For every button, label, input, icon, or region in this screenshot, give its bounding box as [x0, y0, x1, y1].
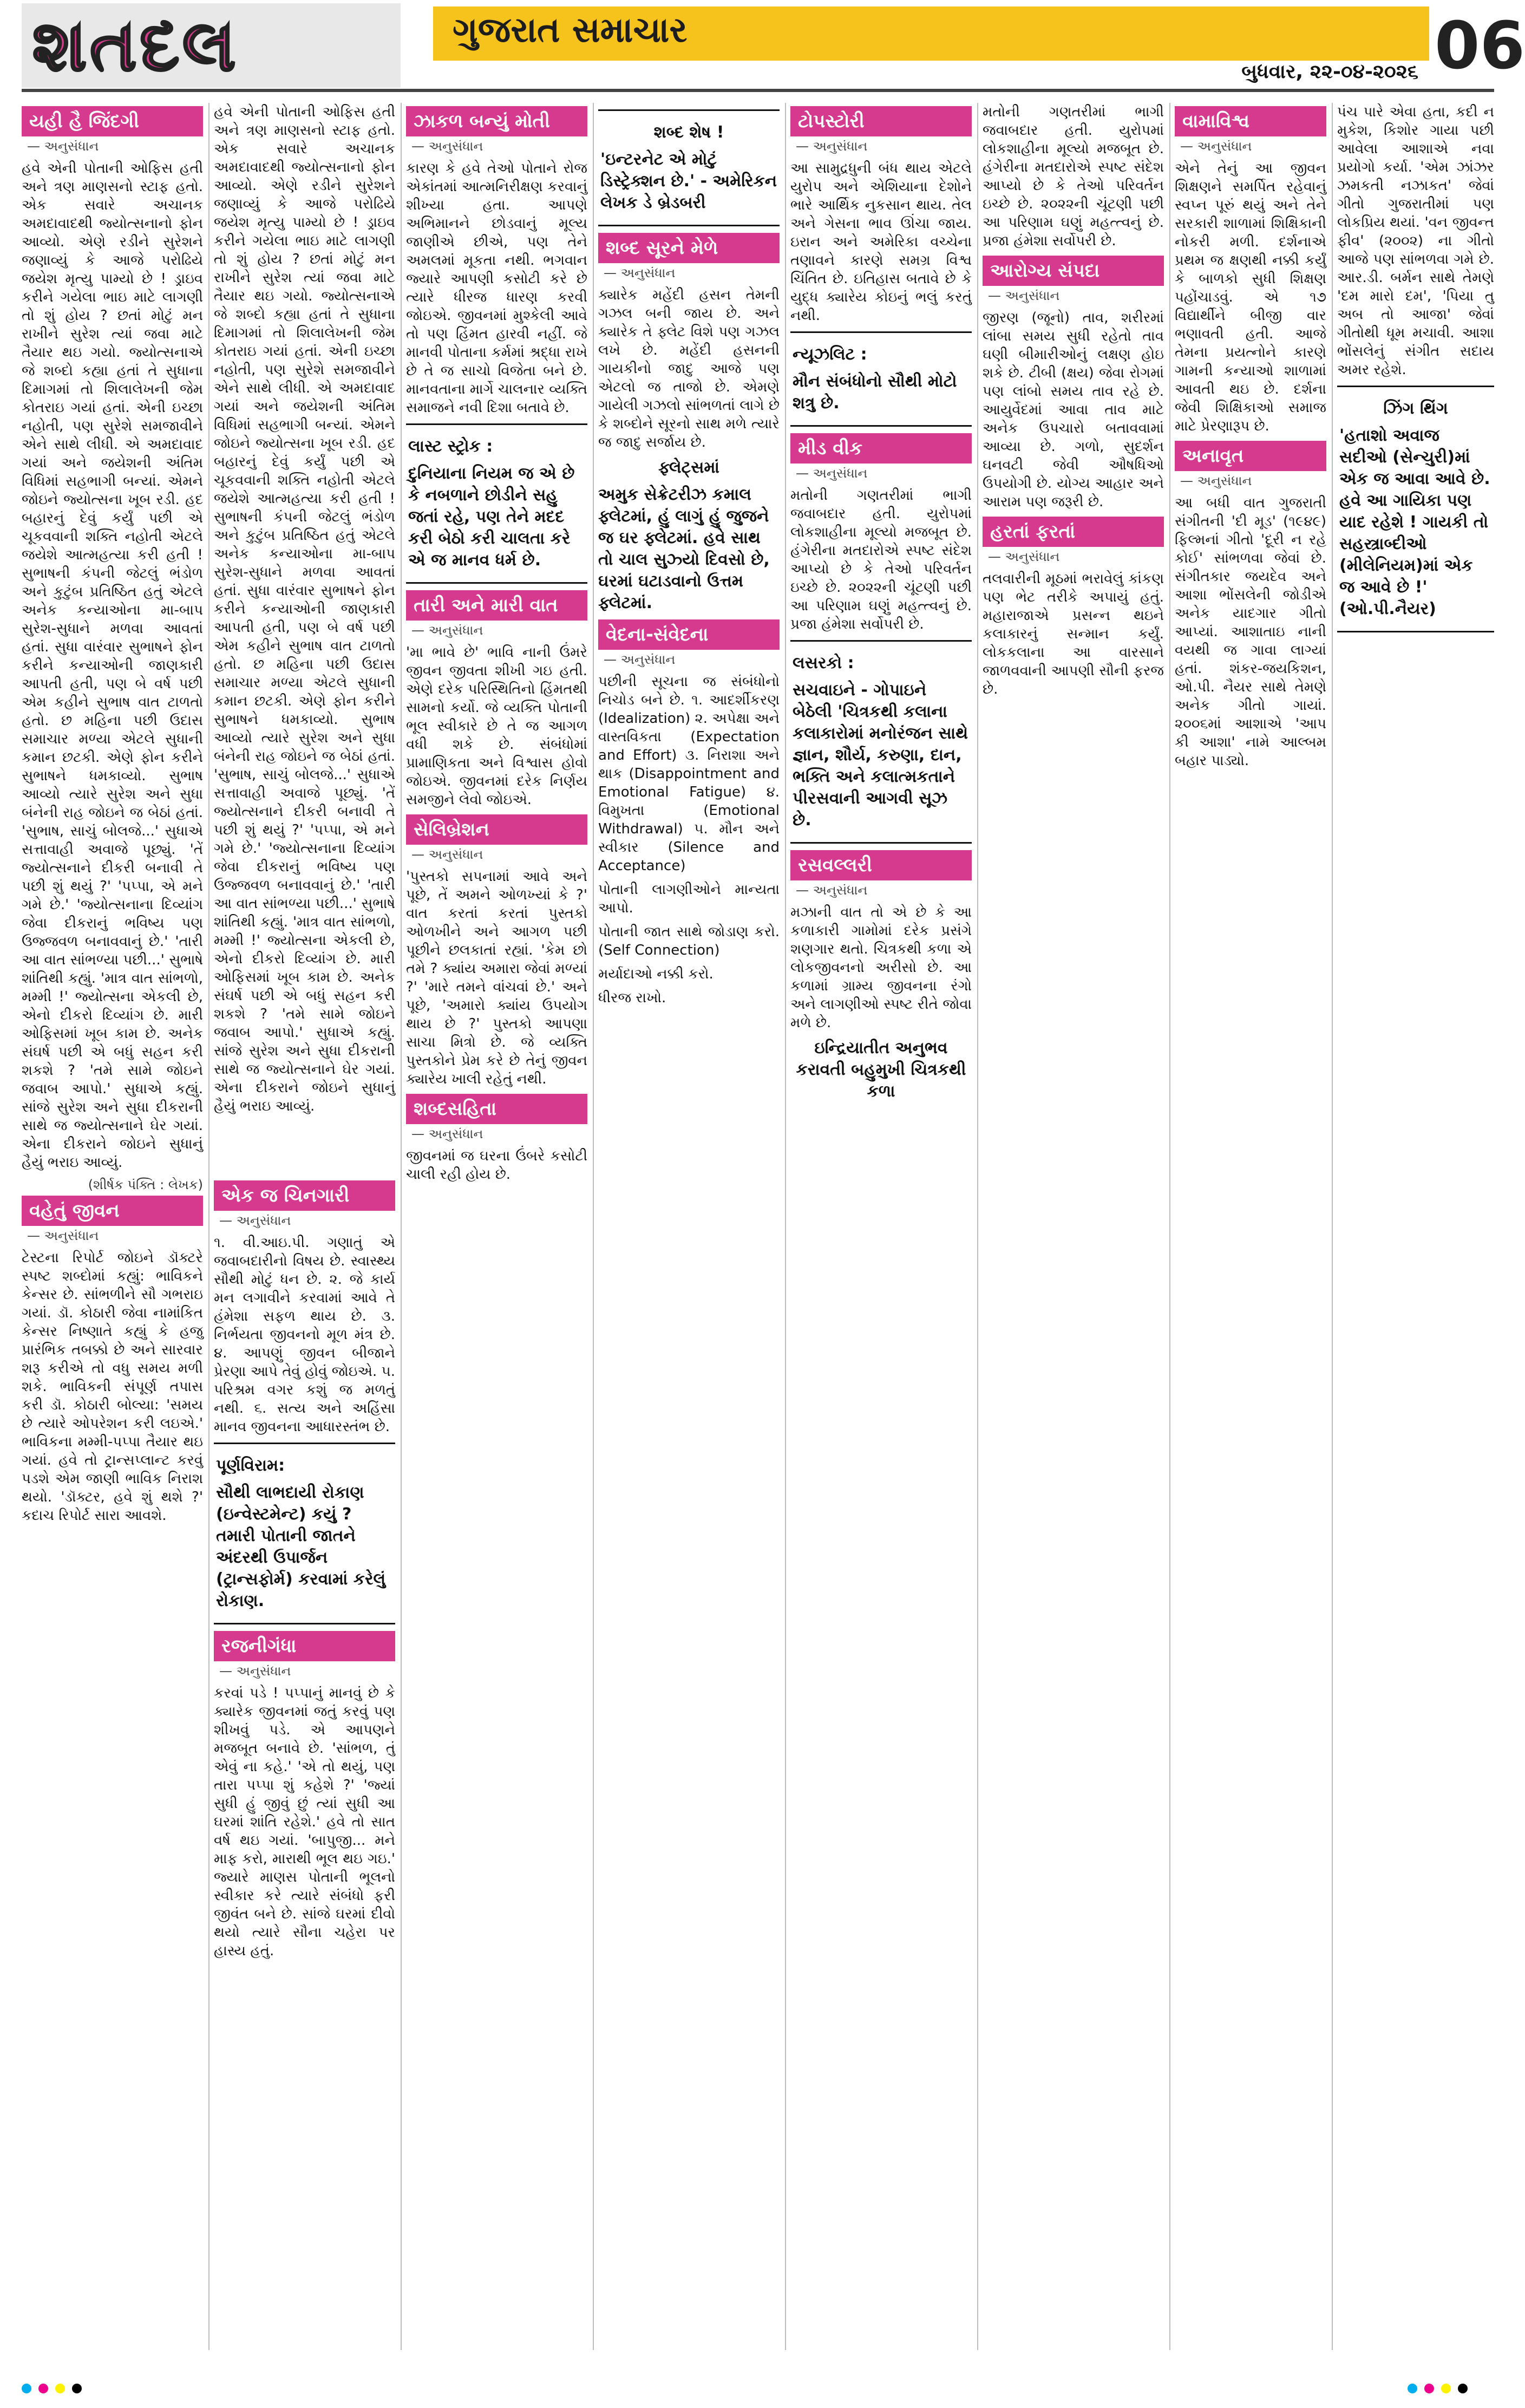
newspaper-name: ગુજરાત સમાચાર [453, 10, 688, 50]
article-body-last-col: પંચ પારે એવા હતા, કદી ન મુકેશ, કિશોર ગાયા પછી આવેલા આશાએ નવા પ્રયોગો કર્યા. 'એમ ઝાંઝર ઝમકતી નઝાકત' જેવાં ગીતો ગુજરાતીમાં પણ લોકપ્રિય થયાં. 'વન જીવન્ત ફીવ' (૨૦૦૨) ના ગીતો આજે પણ સાંભળવા ગમે છે. આર.ડી. બર્મન સાથે તેમણે 'દમ મારો દમ', 'પિયા તુ અબ તો આજા' જેવાં ગીતોથી ધૂમ મચાવી. આશા ભોંસલેનું સંગીત સદાય અમર રહેશે. [1337, 104, 1494, 378]
poem-text: અમુક સેક્રેટરીઝ કમાલ ફ્લેટમાં, હું લાગું હું જુજને જ ઘર ફ્લેટમાં. હવે સાથ તો ચાલ સુઝ્યો દિવસો છે, ઘરમાં ઘટાડવાનો ઉત્તમ ફ્લેટમાં. [598, 485, 770, 612]
article-title-ek-j-chingari: એક જ ચિનગારી [214, 1180, 395, 1211]
article-kicker: — અનુસંધાન [219, 1663, 395, 1679]
article-kicker: — અનુસંધાન [411, 847, 587, 862]
quote-title: લાસ્ટ સ્ટ્રોક : [408, 437, 493, 456]
quote-text: 'ઇન્ટરનેટ એ મોટું ડિસ્ટ્રેક્શન છે.' - અમેરિકન લેખક ડે બ્રેડબરી [600, 150, 777, 212]
article-body-topstory: આ સામુદ્રધુની બંધ થાય એટલે યુરોપ અને એશિયાના દેશોને ભારે આર્થિક નુકસાન થાય. તેલ અને ગેસના ભાવ ઊંચા જાય. ઇરાન અને અમેરિકા વચ્ચેના તણાવને કારણે સમગ્ર વિશ્વ ચિંતિત છે. ઇતિહાસ બતાવે છે કે યુદ્ધ ક્યારેય કોઇનું ભલું કરતું નથી. [790, 160, 972, 324]
article-body-zakal-motti: કારણ કે હવે તેઓ પોતાને રોજ એકાંતમાં આત્મનિરીક્ષણ કરવાનું શીખ્યા હતા. આપણે અભિમાનને છોડવાનું મૂલ્ય જાણીએ છીએ, પણ તેને અમલમાં મૂકતા નથી. ભગવાન જ્યારે આપણી કસોટી કરે છે ત્યારે ધીરજ ધારણ કરવી જોઇએ. જીવનમાં મુશ્કેલી આવે તો પણ હિંમત હારવી નહીં. જે માનવી પોતાના કર્મમાં શ્રદ્ધા રાખે છે તે જ સાચો વિજેતા બને છે. માનવતાના માર્ગે ચાલનાર વ્યક્તિ સમાજને નવી દિશા બતાવે છે. [406, 160, 587, 416]
article-body-vedana: પછીની સૂચના જ સંબંધોનો નિચોડ બને છે. ૧. આદર્શીકરણ (Idealization) ૨. અપેક્ષા અને વાસ્તવિકતા (Expectation and Effort) ૩. નિરાશા અને થાક (Disappointment and Emotional Fatigue) ૪. વિમુખતા (Emotional Withdrawal) ૫. મૌન અને સ્વીકાર (Silence and Acceptance) [598, 674, 780, 874]
article-body-vamavishva: એને તેનું આ જીવન શિક્ષણને સમર્પિત રહેવાનું સ્વપ્ન પૂરું થયું અને તેને સરકારી શાળામાં શિક્ષિકાની નોકરી મળી. દર્શનાએ પ્રથમ જ ક્ષણથી નક્કી કર્યું કે બાળકો સુધી શિક્ષણ પહોંચાડવું. એ ૧૭ વિદ્યાર્થીને બીજી વાર ભણાવતી હતી. આજે તેમના પ્રયત્નોને કારણે ગામની કન્યાઓ શાળામાં આવતી થઇ છે. દર્શના જેવી શિક્ષિકાઓ સમાજ માટે પ્રેરણારૂપ છે. [1175, 160, 1326, 434]
column-divider [1169, 103, 1170, 2350]
article-title-rasvallari: રસવલ્લરી [790, 850, 972, 880]
article-title-vahetu-jivan: વહેતું જીવન [22, 1196, 203, 1226]
quote-title: પૂર્ણવિરામ: [216, 1456, 285, 1475]
black-dot [1458, 2384, 1468, 2393]
section-logo [22, 3, 401, 88]
magenta-dot [38, 2384, 48, 2393]
black-dot [72, 2384, 82, 2393]
article-kicker: — અનુસંધાન [796, 883, 972, 898]
article-body-anavrut: આ બધી વાત ગુજરાતી સંગીતની 'દી મૂડ' (૧૯૪૯) ફિલ્મનાં ગીતો 'દૂરી ન રહે કોઈ' સાંભળવા જેવાં છે. સંગીતકાર જયદેવ અને આશા ભોંસલેની જોડીએ અનેક યાદગાર ગીતો આપ્યાં. આશાતાઇ નાની વયથી જ ગાવા લાગ્યાં હતાં. શંકર-જયકિશન, ઓ.પી. નૈયર સાથે તેમણે અનેક ગીતો ગાયાં. ૨૦૦૬માં આશાએ 'આપ કી આશા' નામે આલ્બમ બહાર પાડ્યો. [1175, 495, 1326, 769]
article-title-mid-week: મીડ વીક [790, 433, 972, 464]
list-item: પોતાની જાત સાથે જોડાણ કરો. (Self Connection) [598, 924, 780, 958]
article-body-harta-farta: તલવારીની મૂઠમાં ભરાવેલું કાંકણ પણ ભેટ તરીકે અપાયું હતું. મહારાજાએ પ્રસન્ન થઇને કલાકારનું સન્માન કર્યું. લોકકલાના આ વારસાને જાળવવાની આપણી સૌની ફરજ છે. [983, 571, 1164, 697]
column-divider [593, 103, 594, 2350]
registration-marks [22, 2384, 86, 2394]
quote-box-shabd-shesh [598, 109, 780, 226]
article-kicker: — અનુસંધાન [1180, 473, 1326, 488]
column-divider [401, 103, 402, 2350]
list-item: પોતાની લાગણીઓને માન્યતા આપો. [598, 882, 780, 916]
article-kicker: — અનુસંધાન [796, 466, 972, 481]
column-divider [977, 103, 978, 2350]
article-body-mid-week: મતોની ગણતરીમાં ભાગી જવાબદાર હતી. યુરોપમાં લોકશાહીના મૂલ્યો મજબૂત છે. હંગેરીના મતદારોએ સ્પષ્ટ સંદેશ આપ્યો છે કે તેઓ પરિવર્તન ઇચ્છે છે. ૨૦૨૨ની ચૂંટણી પછી આ પરિણામ ઘણું મહત્ત્વનું છે. પ્રજા હંમેશા સર્વોપરી છે. [790, 487, 972, 632]
article-body-yahi-hai-zindagi-cont: હવે એની પોતાની ઓફિસ હતી અને ત્રણ માણસનો સ્ટાફ હતો. એક સવારે અચાનક અમદાવાદથી જ્યોત્સનાનો ફોન આવ્યો. એણે રડીને સુરેશને જણાવ્યું કે આજે પરોઢિયે જયેશ મૃત્યુ પામ્યો છે ! ડ્રાઇવ કરીને ગયેલા ભાઇ માટે લાગણી તો શું હોય ? છતાં મોટું મન રાખીને સુરેશ ત્યાં જવા માટે તૈયાર થઇ ગયો. જ્યોત્સનાએ જે શબ્દો કહ્યા હતાં તે સુધાના દિમાગમાં તો શિલાલેખની જેમ કોતરાઇ ગયાં હતાં. એની ઇચ્છા નહોતી, પણ સુરેશે સમજાવીને એને સાથે લીધી. એ અમદાવાદ ગયાં અને જયેશની અંતિમ વિધિમાં સહભાગી બન્યાં. એમને જોઇને જ્યોત્સના ખૂબ રડી. હદ બહારનું દેવું કર્યું પછી એ ચૂકવવાની શક્તિ નહોતી એટલે જયેશે આત્મહત્યા કરી હતી ! સુભાષની કંપની જેટલું ભંડોળ અને કુટુંબ પ્રતિષ્ઠિત હતું એટલે અનેક કન્યાઓના મા-બાપ સુરેશ-સુધાને મળવા આવતાં હતાં. સુધા વારંવાર સુભાષને ફોન કરીને કન્યાઓની જાણકારી આપતી હતી, પણ બે વર્ષ પછી એમ કહીને સુભાષ વાત ટાળતો હતો. છ મહિના પછી ઉદાસ સમાચાર મળ્યા એટલે સુધાની કમાન છટકી. એણે ફોન કરીને સુભાષને ધમકાવ્યો. સુભાષ આવ્યો ત્યારે સુરેશ અને સુધા બંનેની રાહ જોઇને જ બેઠાં હતાં. 'સુભાષ, સાચું બોલજે...' સુધાએ સત્તાવાહી અવાજે પૂછ્યું. 'તેં જ્યોત્સનાને દીકરી બનાવી તે પછી શું થયું ?' 'પપ્પા, એ મને ગમે છે.' 'જ્યોત્સનાના દિવ્યાંગ જેવા દીકરાનું ભવિષ્ય પણ ઉજ્જવળ બનાવવાનું છે.' 'તારી આ વાત સાંભળ્યા પછી...' સુભાષે શાંતિથી કહ્યું. 'માત્ર વાત સાંભળો, મમ્મી !' જ્યોત્સના એકલી છે, એનો દીકરો દિવ્યાંગ છે. મારી ઓફિસમાં ખૂબ કામ છે. અનેક સંઘર્ષ પછી એ બધું સહન કરી શકશે ? 'તમે સામે જોઇને જવાબ આપો.' સુધાએ કહ્યું. સાંજે સુરેશ અને સુધા દીકરાની સાથે જ જ્યોત્સનાને ઘેર ગયાં. એના દીકરાને જોઇને સુધાનું હૈયું ભરાઇ આવ્યું. [214, 104, 395, 1114]
section-logo-text: શતદલ [32, 4, 239, 87]
article-kicker: — અનુસંધાન [604, 652, 780, 667]
article-kicker: — અનુસંધાન [796, 139, 972, 154]
footer [0, 2377, 1516, 2399]
article-body-arogya: જીરણ (જૂનો) તાવ, શરીરમાં લાંબા સમય સુધી રહેતો તાવ ઘણી બીમારીઓનું લક્ષણ હોઇ શકે છે. ટીબી (ક્ષય) જેવા રોગમાં પણ લાંબો સમય તાવ રહે છે. આયુર્વેદમાં આવા તાવ માટે અનેક ઉપચારો બતાવવામાં આવ્યા છે. ગળો, સુદર્શન ઘનવટી જેવી ઔષધિઓ ઉપયોગી છે. યોગ્ય આહાર અને આરામ પણ જરૂરી છે. [983, 310, 1164, 510]
article-kicker: — અનુસંધાન [1180, 139, 1326, 154]
article-body-selibration: 'પુસ્તકો સપનામાં આવે અને પૂછે, તેં અમને ઓળખ્યાં કે ?' વાત કરતાં કરતાં પુસ્તકો ઓળખીને અને આગળ પછી પૂછીને છલકાતાં રહ્યાં. 'કેમ છો તમે ? ક્યાંય અમારા જેવાં મળ્યાં ?' 'મારે તમને વાંચવાં છે.' અને પૂછે, 'અમારો ક્યાંય ઉપયોગ થાય છે ?' પુસ્તકો આપણા સાચા મિત્રો છે. જે વ્યક્તિ પુસ્તકોને પ્રેમ કરે છે તેનું જીવન ક્યારેય ખાલી રહેતું નથી. [406, 869, 587, 1087]
article-body-ek-j-chingari: ૧. વી.આઇ.પી. ગણાતું એ જવાબદારીનો વિષય છે. સ્વાસ્થ્ય સૌથી મોટું ધન છે. ૨. જે કાર્ય મન લગાવીને કરવામાં આવે તે હંમેશા સફળ થાય છે. ૩. નિર્ભયતા જીવનનો મૂળ મંત્ર છે. ૪. આપણું જીવન બીજાને પ્રેરણા આપે તેવું હોવું જોઇએ. ૫. પરિશ્રમ વગર કશું જ મળતું નથી. ૬. સત્ય અને અહિંસા માનવ જીવનના આધારસ્તંભ છે. [214, 1235, 395, 1435]
article-kicker: — અનુસંધાન [988, 288, 1164, 303]
article-title-yahi-hai-zindagi: યહી હૈ જિંદગી [22, 106, 203, 136]
quote-text: મૌન સંબંધોનો સૌથી મોટો શત્રુ છે. [793, 372, 957, 413]
list-item: ધીરજ રાખો. [598, 990, 666, 1006]
page-number: 06 [1435, 9, 1525, 84]
newspaper-banner [433, 6, 1429, 61]
quote-box-zing-thing [1337, 386, 1494, 632]
column-7 [1175, 103, 1326, 2350]
article-body-shabd-suraj: ક્યારેક મહેંદી હસન તેમની ગઝલ બની જાય છે. અને ક્યારેક તે ફ્લેટ વિશે પણ ગઝલ લખે છે. મહેંદી હસનની ગાયકીનો જાદુ આજે પણ એટલો જ તાજો છે. એમણે ગાયેલી ગઝલો સાંભળતાં લાગે છે કે શબ્દોને સૂરનો સાથ મળે ત્યારે જ જાદુ સર્જાય છે. [598, 287, 780, 451]
article-body-rajnigandha: કરવાં પડે ! પપ્પાનું માનવું છે કે ક્યારેક જીવનમાં જતું કરવું પણ શીખવું પડે. એ આપણને મજબૂત બનાવે છે. 'સાંભળ, તું એવું ના કહે.' 'એ તો થયું, પણ તારા પપ્પા શું કહેશે ?' 'જ્યાં સુધી હું જીવું છું ત્યાં સુધી આ ઘરમાં શાંતિ રહેશે.' હવે તો સાત વર્ષ થઇ ગયાં. 'બાપુજી... મને માફ કરો, મારાથી ભૂલ થઇ ગઇ.' જ્યારે માણસ પોતાની ભૂલનો સ્વીકાર કરે ત્યારે સંબંધો ફરી જીવંત બને છે. સાંજે ઘરમાં દીવો થયો ત્યારે સૌના ચહેરા પર હાસ્ય હતું. [214, 1685, 395, 1959]
quote-box-nyuzlit [790, 331, 972, 427]
column-8 [1337, 103, 1494, 2350]
cyan-dot [1408, 2384, 1417, 2393]
yellow-dot [55, 2384, 65, 2393]
column-4 [598, 103, 780, 2350]
article-title-harta-farta: હરતાં ફરતાં [983, 517, 1164, 547]
cyan-dot [22, 2384, 31, 2393]
quote-text: સૌથી લાભદાયી રોકાણ (ઇન્વેસ્ટમેન્ટ) કયું ? તમારી પોતાની જાતને અંદરથી ઉપાર્જન (ટ્રાન્સફોર્મ) કરવામાં કરેલું રોકાણ. [216, 1483, 386, 1610]
article-kicker: — અનુસંધાન [604, 265, 780, 280]
article-title-vedana: વેદના-સંવેદના [598, 619, 780, 650]
article-body-yahi-hai-zindagi: હવે એની પોતાની ઓફિસ હતી અને ત્રણ માણસનો સ્ટાફ હતો. એક સવારે અચાનક અમદાવાદથી જ્યોત્સનાનો ફોન આવ્યો. એણે રડીને સુરેશને જણાવ્યું કે આજે પરોઢિયે જયેશ મૃત્યુ પામ્યો છે ! ડ્રાઇવ કરીને ગયેલા ભાઇ માટે લાગણી તો શું હોય ? છતાં મોટું મન રાખીને સુરેશ ત્યાં જવા માટે તૈયાર થઇ ગયો. જ્યોત્સનાએ જે શબ્દો કહ્યા હતાં તે સુધાના દિમાગમાં તો શિલાલેખની જેમ કોતરાઇ ગયાં હતાં. એની ઇચ્છા નહોતી, પણ સુરેશે સમજાવીને એને સાથે લીધી. એ અમદાવાદ ગયાં અને જયેશની અંતિમ વિધિમાં સહભાગી બન્યાં. એમને જોઇને જ્યોત્સના ખૂબ રડી. હદ બહારનું દેવું કર્યું પછી એ ચૂકવવાની શક્તિ નહોતી એટલે જયેશે આત્મહત્યા કરી હતી ! સુભાષની કંપની જેટલું ભંડોળ અને કુટુંબ પ્રતિષ્ઠિત હતું એટલે અનેક કન્યાઓના મા-બાપ સુરેશ-સુધાને મળવા આવતાં હતાં. સુધા વારંવાર સુભાષને ફોન કરીને કન્યાઓની જાણકારી આપતી હતી, પણ બે વર્ષ પછી એમ કહીને સુભાષ વાત ટાળતો હતો. છ મહિના પછી ઉદાસ સમાચાર મળ્યા એટલે સુધાની કમાન છટકી. એણે ફોન કરીને સુભાષને ધમકાવ્યો. સુભાષ આવ્યો ત્યારે સુરેશ અને સુધા બંનેની રાહ જોઇને જ બેઠાં હતાં. 'સુભાષ, સાચું બોલજે...' સુધાએ સત્તાવાહી અવાજે પૂછ્યું. 'તેં જ્યોત્સનાને દીકરી બનાવી તે પછી શું થયું ?' 'પપ્પા, એ મને ગમે છે.' 'જ્યોત્સનાના દિવ્યાંગ જેવા દીકરાનું ભવિષ્ય પણ ઉજ્જવળ બનાવવાનું છે.' 'તારી આ વાત સાંભળ્યા પછી...' સુભાષે શાંતિથી કહ્યું. 'માત્ર વાત સાંભળો, મમ્મી !' જ્યોત્સના એકલી છે, એનો દીકરો દિવ્યાંગ છે. મારી ઓફિસમાં ખૂબ કામ છે. અનેક સંઘર્ષ પછી એ બધું સહન કરી શકશે ? 'તમે સામે જોઇને જવાબ આપો.' સુધાએ કહ્યું. સાંજે સુરેશ અને સુધા દીકરાની સાથે જ જ્યોત્સનાને ઘેર ગયાં. એના દીકરાને જોઇને સુધાનું હૈયું ભરાઇ આવ્યું. [22, 160, 203, 1171]
column-divider [785, 103, 786, 2350]
masthead [0, 0, 1525, 91]
article-title-zakal-motti: ઝાકળ બન્યું મોતી [406, 106, 587, 136]
poem-title: ફ્લેટ્સમાં [658, 458, 719, 477]
article-body-vahetu-jivan: ટેસ્ટના રિપોર્ટ જોઇને ડૉક્ટરે સ્પષ્ટ શબ્દોમાં કહ્યું: ભાવિકને કેન્સર છે. સાંભળીને સૌ ગભરાઇ ગયાં. ડૉ. કોઠારી જેવા નામાંકિત કેન્સર નિષ્ણાતે કહ્યું કે હજુ પ્રારંભિક તબક્કો છે અને સારવાર શરૂ કરીએ તો વધુ સમય મળી શકે. ભાવિકની સંપૂર્ણ તપાસ કરી ડૉ. કોઠારી બોલ્યા: 'સમય છે ત્યારે ઓપરેશન કરી લઇએ.' ભાવિકના મમ્મી-પપ્પા તૈયાર થઇ ગયાં. હવે તો ટ્રાન્સપ્લાન્ટ કરવું પડશે એમ જાણી ભાવિક નિરાશ થયો. 'ડૉક્ટર, હવે શું થશે ?' કદાચ રિપોર્ટ સારા આવશે. [22, 1250, 203, 1524]
article-body-shabdsahita: જીવનમાં જ ઘરના ઉંબરે કસોટી ચાલી રહી હોય છે. [406, 1148, 587, 1183]
column-5 [790, 103, 972, 2350]
magenta-dot [1424, 2384, 1434, 2393]
article-title-vamavishva: વામાવિશ્વ [1175, 106, 1326, 136]
article-title-topstory: ટોપસ્ટોરી [790, 106, 972, 136]
column-divider [208, 103, 210, 2350]
column-2 [214, 103, 395, 2350]
article-title-arogya: આરોગ્ય સંપદા [983, 256, 1164, 286]
article-kicker: — અનુસંધાન [411, 139, 587, 154]
article-kicker: — અનુસંધાન [27, 139, 203, 154]
masthead-divider [22, 89, 1494, 92]
quote-box-purnaviram [214, 1443, 395, 1624]
article-kicker: — અનુસંધાન [411, 1126, 587, 1141]
article-title-tari-ane-mari: તારી અને મારી વાત [406, 590, 587, 621]
article-title-shabd-suraj: શબ્દ સૂરને મેળે [598, 233, 780, 263]
issue-date: બુધવાર, ૨૨-૦૪-૨૦૨૬ [1241, 61, 1418, 83]
article-body-mid-week-cont: મતોની ગણતરીમાં ભાગી જવાબદાર હતી. યુરોપમાં લોકશાહીના મૂલ્યો મજબૂત છે. હંગેરીના મતદારોએ સ્પષ્ટ સંદેશ આપ્યો છે કે તેઓ પરિવર્તન ઇચ્છે છે. ૨૦૨૨ની ચૂંટણી પછી આ પરિણામ ઘણું મહત્ત્વનું છે. પ્રજા હંમેશા સર્વોપરી છે. [983, 104, 1164, 249]
quote-box-lasrako [790, 640, 972, 844]
quote-title: લસરકો : [793, 654, 854, 673]
article-title-rajnigandha: રજનીગંધા [214, 1631, 395, 1661]
article-body-rasvallari: મઝાની વાત તો એ છે કે આ કળાકારી ગામોમાં દરેક પ્રસંગે શણગાર થતો. ચિત્રકથી કળા એ લોકજીવનનો અરીસો છે. આ કળામાં ગ્રામ્ય જીવનના રંગો અને લાગણીઓ સ્પષ્ટ રીતે જોવા મળે છે. [790, 904, 972, 1031]
quote-title: શબ્દ શેષ ! [653, 123, 724, 142]
quote-box-last-stroke [406, 423, 587, 584]
yellow-dot [1441, 2384, 1451, 2393]
article-kicker: — અનુસંધાન [411, 623, 587, 638]
quote-title: ન્યૂઝલિટ : [793, 345, 867, 364]
article-title-anavrut: અનાવૃત [1175, 441, 1326, 471]
quote-title: ઝિંગ થિંગ [1383, 399, 1448, 418]
article-kicker: — અનુસંધાન [219, 1213, 395, 1228]
column-divider [1332, 103, 1333, 2350]
quote-text: સચવાઇને - ગોપાઇને બેઠેલી 'ચિત્રકથી કલાના કલાકારોમાં મનોરંજન સાથે જ્ઞાન, શૌર્ય, કરુણા, દાન, ભક્તિ અને કલાત્મકતાને પીરસવાની આગવી સૂઝ છે. [793, 681, 968, 830]
column-1 [22, 103, 203, 2350]
column-6 [983, 103, 1164, 2350]
article-kicker: — અનુસંધાન [988, 549, 1164, 564]
column-3 [406, 103, 587, 2350]
list-item: મર્યાદાઓ નક્કી કરો. [598, 966, 714, 982]
registration-marks [1408, 2384, 1472, 2394]
quote-text: 'હતાશો અવાજ સદીઓ (સેન્ચુરી)માં એક જ આવા આવે છે. હવે આ ગાયિકા પણ યાદ રહેશે ! ગાયકી તો સહસ્ત્રાબ્દીઓ (મીલેનિયમ)માં એક જ આવે છે !' (ઓ.પી.નૈયર) [1339, 426, 1490, 618]
article-body-tari-ane-mari: 'મા ભાવે છે' ભાવિ નાની ઉંમરે જીવન જીવતા શીખી ગઇ હતી. એણે દરેક પરિસ્થિતિનો હિંમતથી સામનો કર્યો. જે વ્યક્તિ પોતાની ભૂલ સ્વીકારે છે તે જ આગળ વધી શકે છે. સંબંધોમાં પ્રામાણિકતા અને વિશ્વાસ હોવો જોઇએ. જીવનમાં દરેક નિર્ણય સમજીને લેવો જોઇએ. [406, 644, 587, 808]
article-subheading: ઇન્દ્રિયાતીત અનુભવ કરાવતી બહુમુખી ચિત્રકથી કળા [796, 1039, 966, 1101]
article-kicker: — અનુસંધાન [27, 1228, 203, 1243]
article-title-shabdsahita: શબ્દસહિતા [406, 1094, 587, 1124]
article-signature: (શીર્ષક પંક્તિ : લેખક) [88, 1177, 203, 1192]
article-title-selibration: સેલિબ્રેશન [406, 814, 587, 845]
quote-text: દુનિયાના નિયમ જ એ છે કે નબળાને છોડીને સહુ જતાં રહે, પણ તેને મદદ કરી બેઠો કરી ચાલતા કરે એ જ માનવ ધર્મ છે. [408, 464, 575, 570]
